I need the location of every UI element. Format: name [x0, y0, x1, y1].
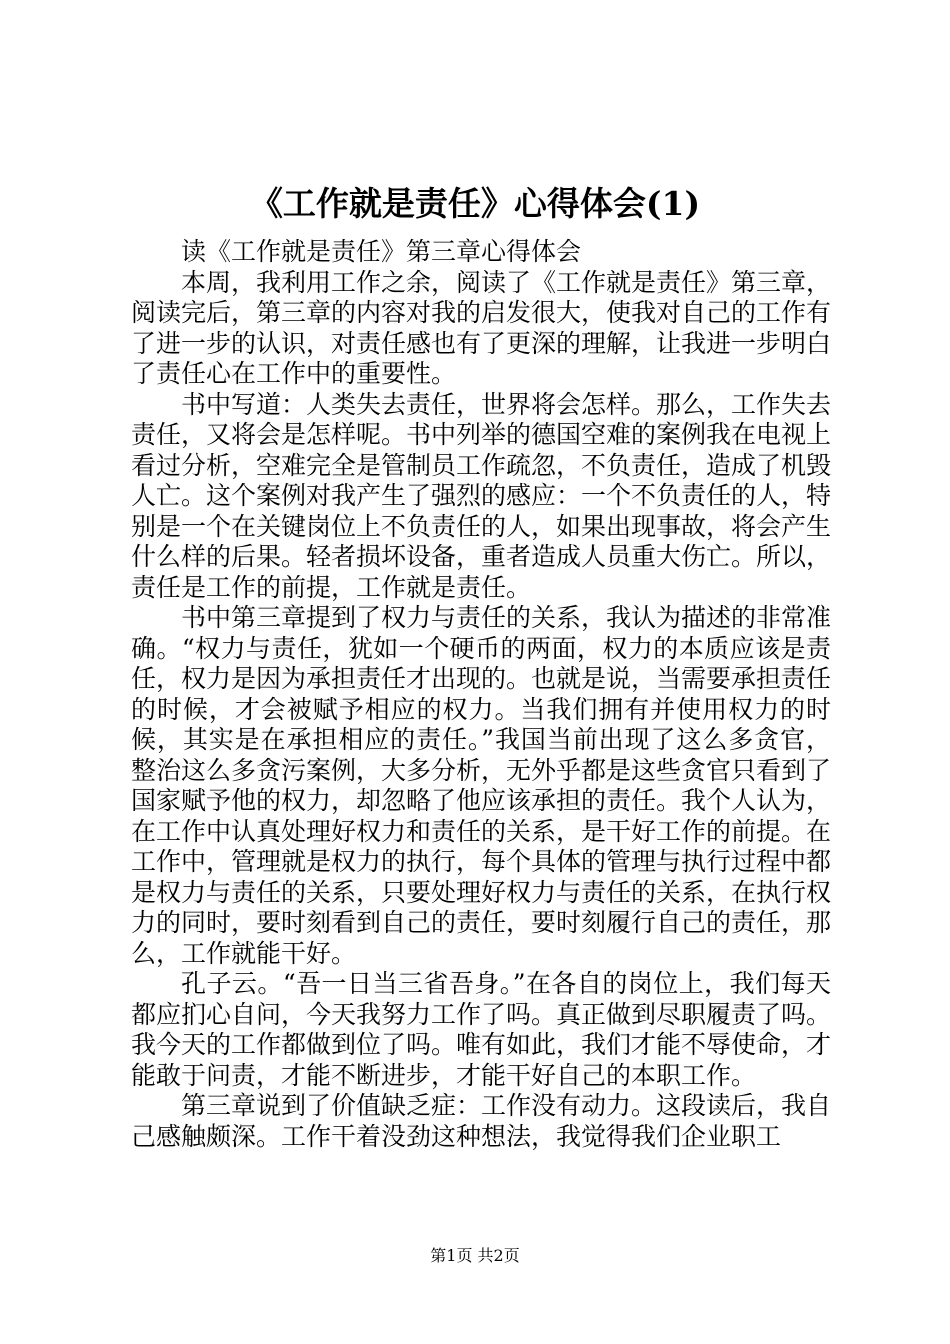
paragraph-subtitle: 读《工作就是责任》第三章心得体会 — [181, 237, 582, 266]
document-title: 《工作就是责任》心得体会(1) — [249, 184, 701, 223]
paragraph: 书中写道：人类失去责任，世界将会怎样。那么，工作失去责任，又将会是怎样呢。书中列举的德国空难的案例我在电视上看过分析，空难完全是管制员工作疏忽，不负责任，造成了机毁人亡。这个案例对我产生了强烈的感应：一个不负责任的人，特别是一个在关键岗位上不负责任的人，如果出现事故，将会产生什么样的后果。轻者损坏设备，重者造成人员重大伤亡。所以，责任是工作的前提，工作就是责任。 — [131, 389, 832, 602]
paragraph: 本周，我利用工作之余，阅读了《工作就是责任》第三章，阅读完后，第三章的内容对我的启发很大，使我对自己的工作有了进一步的认识，对责任感也有了更深的理解，让我进一步明白了责任心在工作中的重要性。 — [131, 267, 832, 388]
paragraph: 第三章说到了价值缺乏症：工作没有动力。这段读后，我自己感触颇深。工作干着没劲这种想法，我觉得我们企业职工 — [131, 1091, 832, 1151]
paragraph: 孔子云。“吾一日当三省吾身。”在各自的岗位上，我们每天都应扪心自问，今天我努力工作了吗。真正做到尽职履责了吗。我今天的工作都做到位了吗。唯有如此，我们才能不辱使命，才能敢于问责，才能不断进步，才能干好自己的本职工作。 — [131, 969, 832, 1090]
page-number-footer: 第1页 共2页 — [430, 1246, 520, 1265]
paragraph: 书中第三章提到了权力与责任的关系，我认为描述的非常准确。“权力与责任，犹如一个硬币的两面，权力的本质应该是责任，权力是因为承担责任才出现的。也就是说，当需要承担责任的时候，才会被赋予相应的权力。当我们拥有并使用权力的时候，其实是在承担相应的责任。”我国当前出现了这么多贪官，整治这么多贪污案例，大多分析，无外乎都是这些贪官只看到了国家赋予他的权力，却忽略了他应该承担的责任。我个人认为，在工作中认真处理好权力和责任的关系，是干好工作的前提。在工作中，管理就是权力的执行，每个具体的管理与执行过程中都是权力与责任的关系，只要处理好权力与责任的关系，在执行权力的同时，要时刻看到自己的责任，要时刻履行自己的责任，那么，工作就能干好。 — [131, 603, 832, 968]
document-body — [131, 237, 831, 1152]
